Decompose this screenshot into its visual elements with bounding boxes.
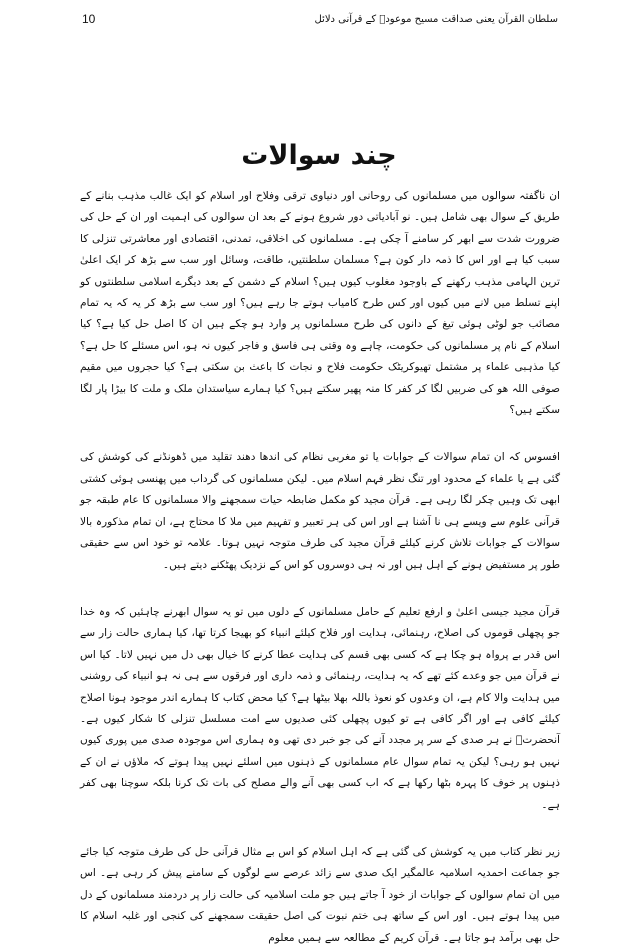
running-head: سلطان القرآن یعنی صداقت مسیح موعودؑ کے قرآنی دلائل [314,13,558,25]
paragraph-4: زیر نظر کتاب میں یہ کوشش کی گئی ہے کہ اہل اسلام کو اس بے مثال قرآنی حل کی طرف متوجہ کیا جائے جو جماعت احمدیہ اسلامیہ عالمگیر ایک صدی سے زائد عرصے سے لوگوں کے سامنے پیش کر رہی ہے۔ اس میں ان تمام سوالوں کے جوابات از خود آ جاتے ہیں جو ملت اسلامیہ کی حالت زار پر دردمند مسلمانوں کے دل میں پیدا ہوتے ہیں۔ اور اس کے ساتھ ہی ختم نبوت کی اصل حقیقت سمجھنے کی کنجی اور غلبہ اسلام کا حل بھی برآمد ہو جاتا ہے۔ قرآن کریم کے مطالعہ سے ہمیں معلوم [80,845,560,944]
body-text [80,186,560,949]
paragraph-1: ان ناگفتہ سوالوں میں مسلمانوں کی روحانی اور دنیاوی ترقی وفلاح اور اسلام کو ایک غالب مذہب بنانے کے طریق کے سوال بھی شامل ہیں۔ نو آبادیاتی دور شروع ہونے کے بعد ان سوالوں کی اہمیت اور ان کے حل کی ضرورت شدت سے ابھر کر سامنے آ چکی ہے۔ مسلمانوں کی اخلاقی، تمدنی، اقتصادی اور معاشرتی تنزلی کا سبب کیا ہے اور اس کا ذمہ دار کون ہے؟ مسلمان سلطنتیں، طاقت، وسائل اور سب سے بڑھ کر ایک اعلیٰ ترین الہامی مذہب رکھنے کے باوجود مغلوب کیوں ہیں؟ اسلام کے دشمن کے بعد دیگرے اسلامی سلطنتوں کو اپنے تسلط میں لانے میں کیوں اور کس طرح کامیاب ہوتے جا رہے ہیں؟ اور سب سے بڑھ کر یہ کہ یہ تمام مصائب جو لوٹی ہوئی تیغ کے دانوں کی طرح مسلمانوں پر وارد ہو چکے ہیں ان کا اصل حل کیا ہے؟ کیا اسلام کے نام پر مسلمانوں کی حکومت، چاہے وہ وقتی ہی فاسق و فاجر کیوں نہ ہو، اس مسئلے کا حل ہے؟ کیا مذہبی علماء پر مشتمل تھیوکریٹک حکومت فلاح و نجات کا باعث بن سکتی ہے؟ کیا حجروں میں مقیم صوفی اللہ ھو کی ضربیں لگا کر کفر کا منہ پھیر سکتے ہیں؟ کیا ہمارے سیاستدان ملک و ملت کا بیڑا پار لگا سکتے ہیں؟ [80,190,560,417]
paragraph-2: افسوس کہ ان تمام سوالات کے جوابات یا تو مغربی نظام کی اندھا دھند تقلید میں ڈھونڈنے کی کوشش کی گئی ہے یا علماء کے محدود اور تنگ نظر فہم اسلام میں۔ لیکن مسلمانوں کی گرداب میں پھنسی ہوئی کشتی ابھی تک وہیں چکر لگا رہی ہے۔ قرآن مجید کو مکمل ضابطہ حیات سمجھنے والا مسلمانوں کا عام طبقہ جو قرآنی علوم سے ویسے ہی نا آشنا ہے اور اس کی ہر تعبیر و تفہیم میں ملا کا محتاج ہے، ان تمام مذکورہ بالا سوالات کے جوابات تلاش کرنے کیلئے قرآن مجید کی طرف متوجہ نہیں ہوتا۔ علامہ تو خود اس سے حقیقی طور پر مستفیض ہونے کے اہل ہیں اور نہ ہی دوسروں کو اس کے نزدیک پھٹکنے دیتے ہیں۔ [80,451,560,571]
page-number: 10 [82,12,96,26]
paragraph-3: قرآن مجید جیسی اعلیٰ و ارفع تعلیم کے حامل مسلمانوں کے دلوں میں تو یہ سوال ابھرنے چاہئیں کہ وہ خدا جو پچھلی قوموں کی اصلاح، رہنمائی، ہدایت اور فلاح کیلئے انبیاء کو بھیجا کرتا تھا، کیا ہماری حالت زار سے اس قدر بے پرواہ ہو چکا ہے کہ کسی بھی قسم کی ہدایت عطا کرنے کا خیال بھی دل میں نہیں لاتا۔ کیا اس نے قرآن میں جو وعدے کئے تھے کہ یہ ہدایت، رہنمائی و ذمہ داری اور فرقوں سے ہی نہ ہو انبیاء کی روشنی میں ہدایت والا کام ہے، ان وعدوں کو نعوذ باللہ بھلا بیٹھا ہے؟ کیا محض کتاب کا ہمارے اندر موجود ہونا اصلاح کیلئے کافی ہے اور اگر کافی ہے تو کیوں پچھلی کئی صدیوں سے امت مسلسل تنزلی کا شکار کیوں ہے۔ آنحضرتؐ نے ہر صدی کے سر پر مجدد آنے کی جو خبر دی تھی وہ ہماری اس موجودہ صدی میں پوری کیوں نہیں ہو رہی؟ لیکن یہ تمام سوال عام مسلمانوں کے ذہنوں میں اسلئے نہیں پیدا ہوتے کہ ملاؤں نے ان کے ذہنوں پر خوف کا پہرہ بٹھا رکھا ہے کہ اب کسی بھی آنے والے مصلح کی بات تک کرنا بلکہ سوچنا بھی کفر ہے۔ [80,605,560,811]
section-title: چند سوالات [241,140,397,171]
page-header [82,8,558,30]
